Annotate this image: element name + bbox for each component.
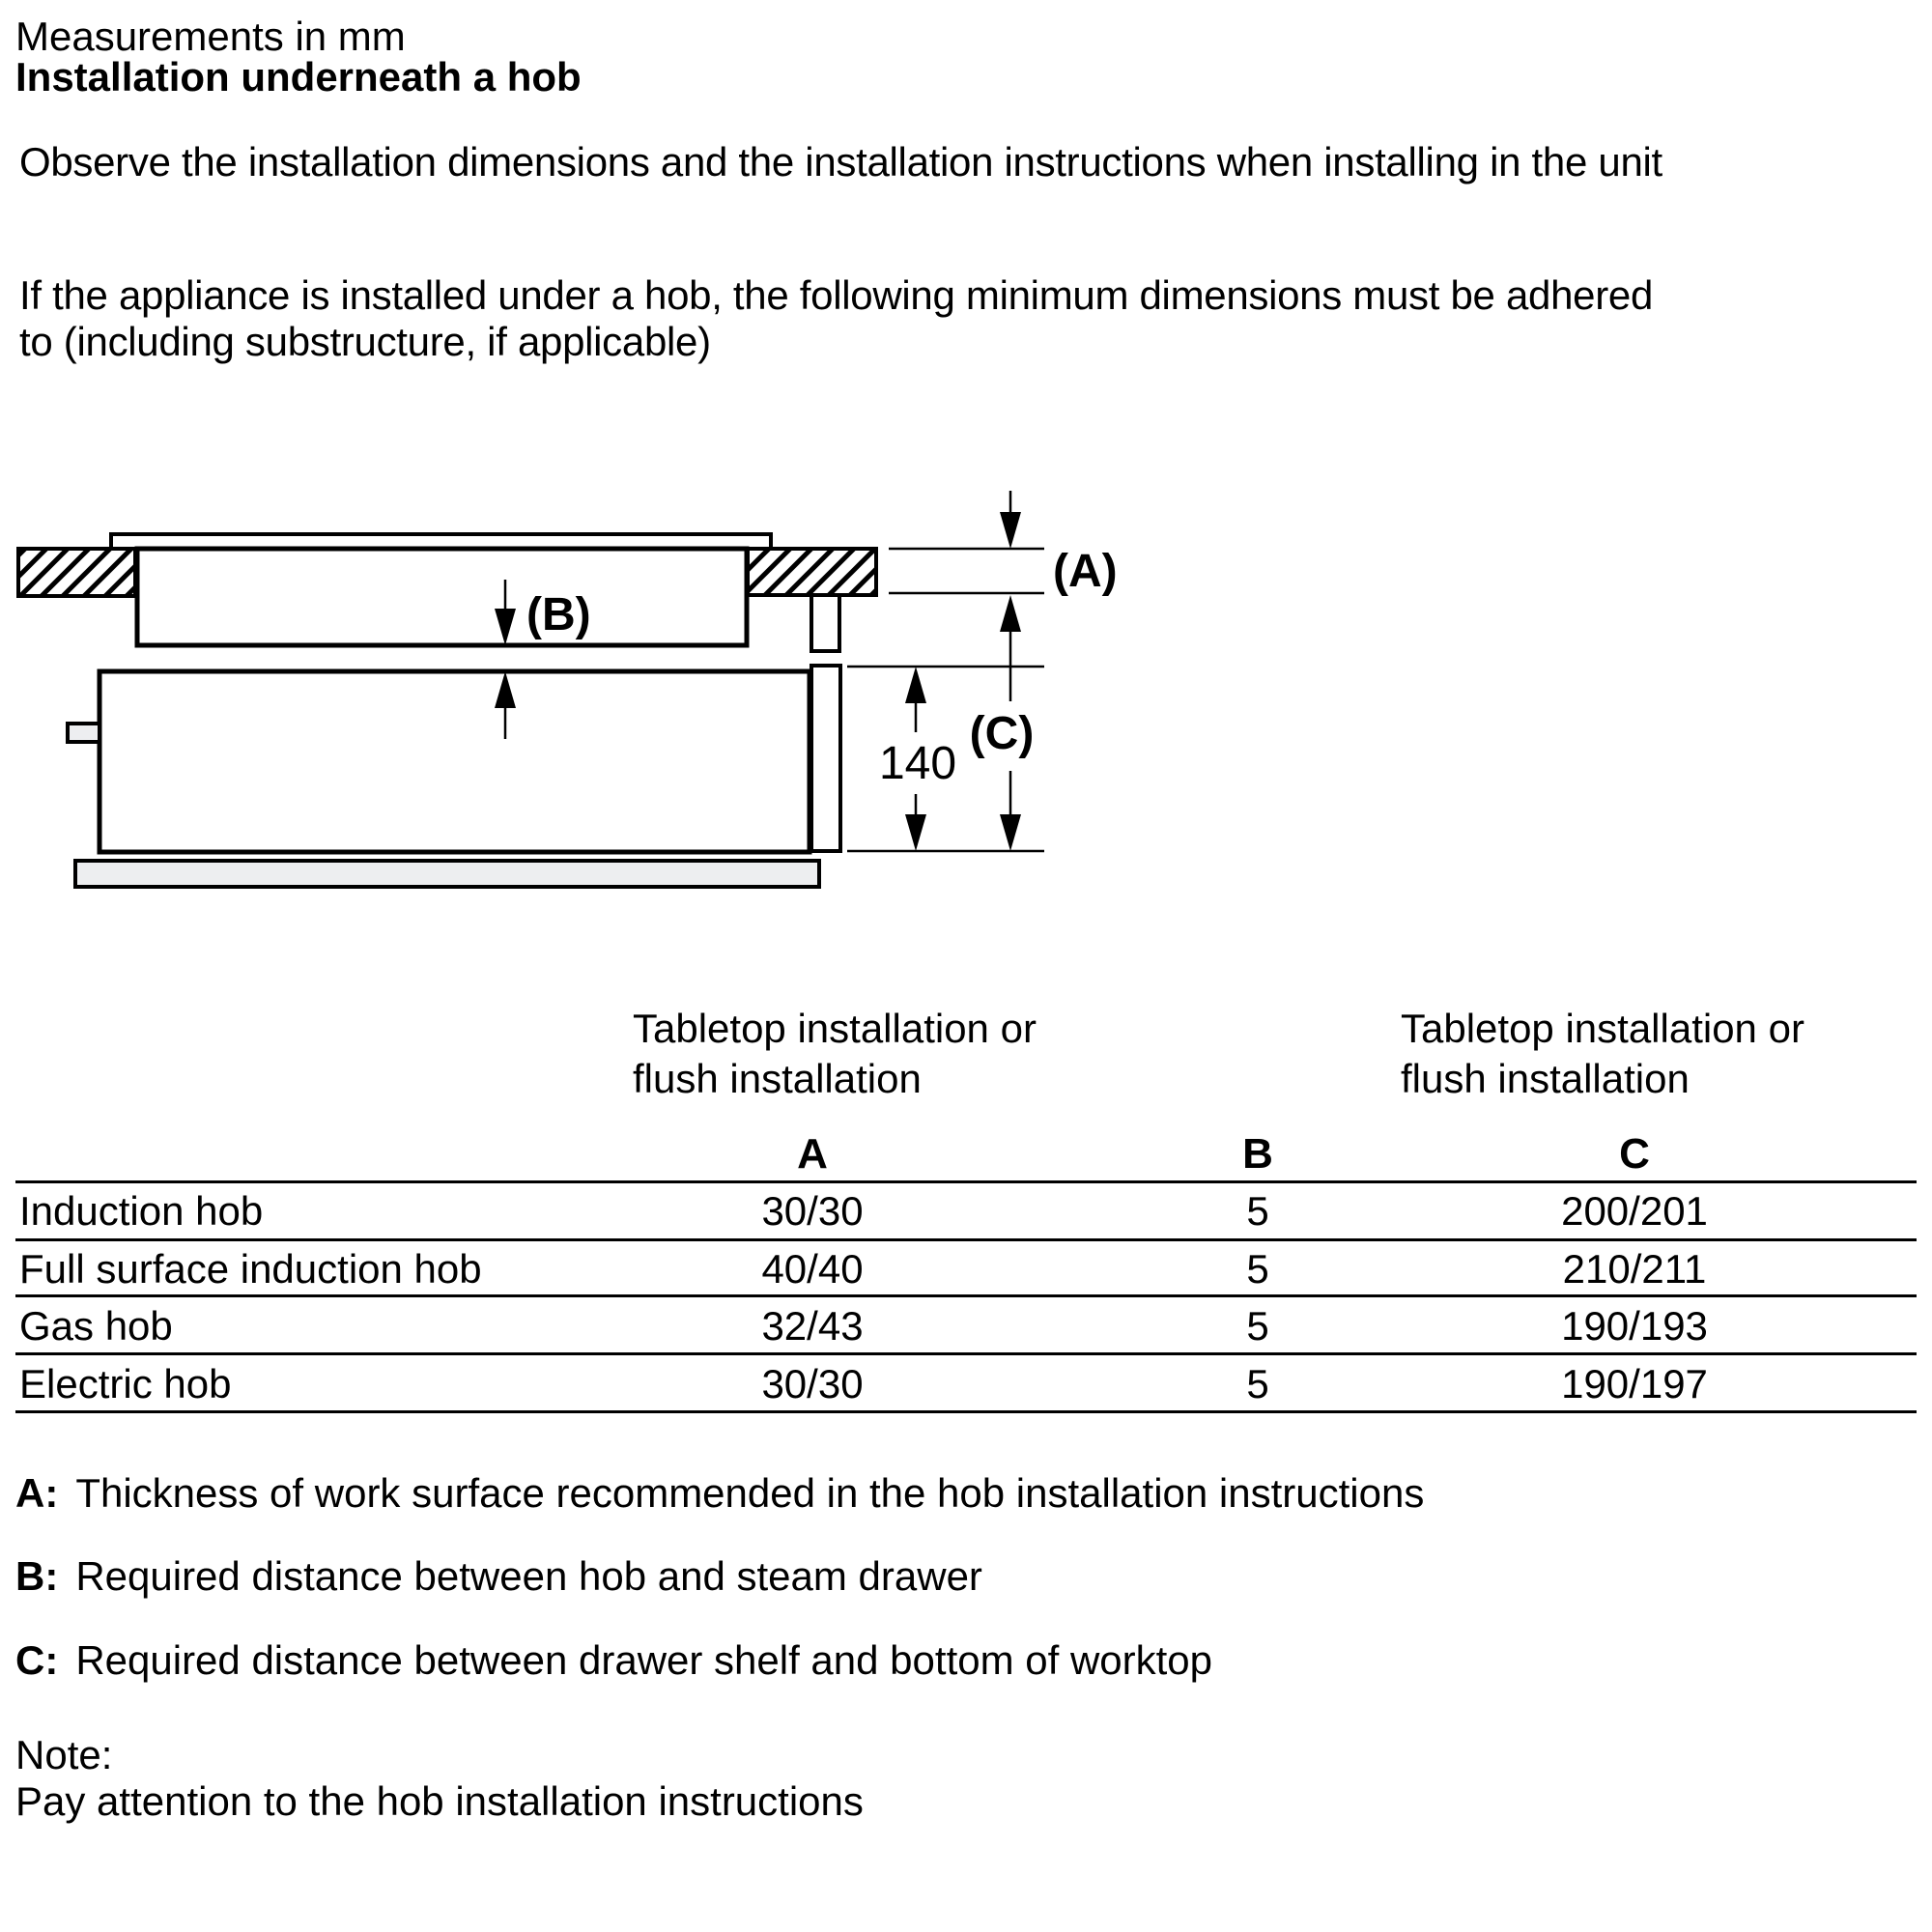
arrow-down-icon (905, 814, 926, 851)
cell-c: 190/193 (1561, 1303, 1708, 1349)
dimension-a (889, 491, 1118, 597)
legend-text: Thickness of work surface recommended in the hob installation instructions (75, 1470, 1425, 1516)
cell-b: 5 (1246, 1188, 1269, 1234)
table-rule (15, 1352, 1917, 1355)
arrow-down-icon (1000, 814, 1021, 851)
cell-a: 30/30 (761, 1361, 864, 1406)
table-rule (15, 1238, 1917, 1241)
column-header-c: C (1619, 1130, 1650, 1178)
row-label: Gas hob (19, 1303, 173, 1349)
worktop-left-section (18, 549, 135, 596)
drawer-side-trim (811, 666, 840, 851)
installation-diagram (0, 425, 1159, 908)
legend-key: C: (15, 1637, 59, 1683)
drawer-knob (68, 724, 99, 742)
legend-item-a (15, 1470, 1424, 1517)
cell-c: 190/197 (1561, 1361, 1708, 1406)
legend-key: B: (15, 1553, 59, 1599)
cell-c: 200/201 (1561, 1188, 1708, 1234)
group-header-ab (633, 1004, 1037, 1104)
arrow-up-icon (905, 667, 926, 703)
group-header-c (1401, 1004, 1804, 1104)
legend-text: Required distance between hob and steam drawer (75, 1553, 982, 1599)
conditions-line-1: If the appliance is installed under a hob, the following minimum dimensions must be adhered (19, 272, 1654, 318)
dimension-c (847, 595, 1044, 851)
cell-c: 210/211 (1562, 1246, 1707, 1292)
hob-fixing-bracket (811, 595, 839, 651)
intro-paragraph: Observe the installation dimensions and the installation instructions when installing in the unit (19, 139, 1662, 185)
dimension-c-label: (C) (969, 708, 1035, 759)
legend-item-c (15, 1637, 1212, 1684)
note-text: Pay attention to the hob installation instructions (15, 1778, 864, 1824)
drawer-shelf (75, 861, 819, 887)
dimension-140-value: 140 (878, 738, 957, 789)
arrow-down-icon (1000, 512, 1021, 549)
measurements-unit-note: Measurements in mm (15, 14, 406, 59)
note-label: Note: (15, 1732, 113, 1777)
conditions-line-2: to (including substructure, if applicable) (19, 319, 711, 364)
table-rule (15, 1294, 1917, 1297)
legend-key: A: (15, 1470, 59, 1516)
dimension-140 (879, 667, 956, 851)
conditions-paragraph (19, 272, 1653, 365)
group-header-ab-line1: Tabletop installation or (633, 1006, 1037, 1051)
group-header-ab-line2: flush installation (633, 1056, 922, 1101)
row-label: Induction hob (19, 1188, 264, 1234)
column-header-a: A (797, 1130, 828, 1178)
legend-text: Required distance between drawer shelf and bottom of worktop (75, 1637, 1213, 1683)
worktop-right-section (748, 549, 876, 595)
dimension-a-label: (A) (1053, 546, 1118, 597)
page-title: Installation underneath a hob (15, 54, 582, 99)
dimension-b-label: (B) (526, 589, 591, 640)
group-header-c-line2: flush installation (1401, 1056, 1690, 1101)
legend-item-b (15, 1553, 982, 1600)
row-label: Electric hob (19, 1361, 232, 1406)
hob-body (137, 549, 747, 645)
cell-a: 40/40 (761, 1246, 864, 1292)
steam-drawer-body (99, 671, 810, 852)
table-rule (15, 1410, 1917, 1413)
cell-b: 5 (1246, 1303, 1269, 1349)
arrow-up-icon (1000, 595, 1021, 632)
cell-a: 30/30 (761, 1188, 864, 1234)
group-header-c-line1: Tabletop installation or (1401, 1006, 1804, 1051)
column-header-b: B (1242, 1130, 1273, 1178)
cell-b: 5 (1246, 1246, 1269, 1292)
cell-a: 32/43 (761, 1303, 864, 1349)
table-rule (15, 1180, 1917, 1183)
row-label: Full surface induction hob (19, 1246, 482, 1292)
cell-b: 5 (1246, 1361, 1269, 1406)
